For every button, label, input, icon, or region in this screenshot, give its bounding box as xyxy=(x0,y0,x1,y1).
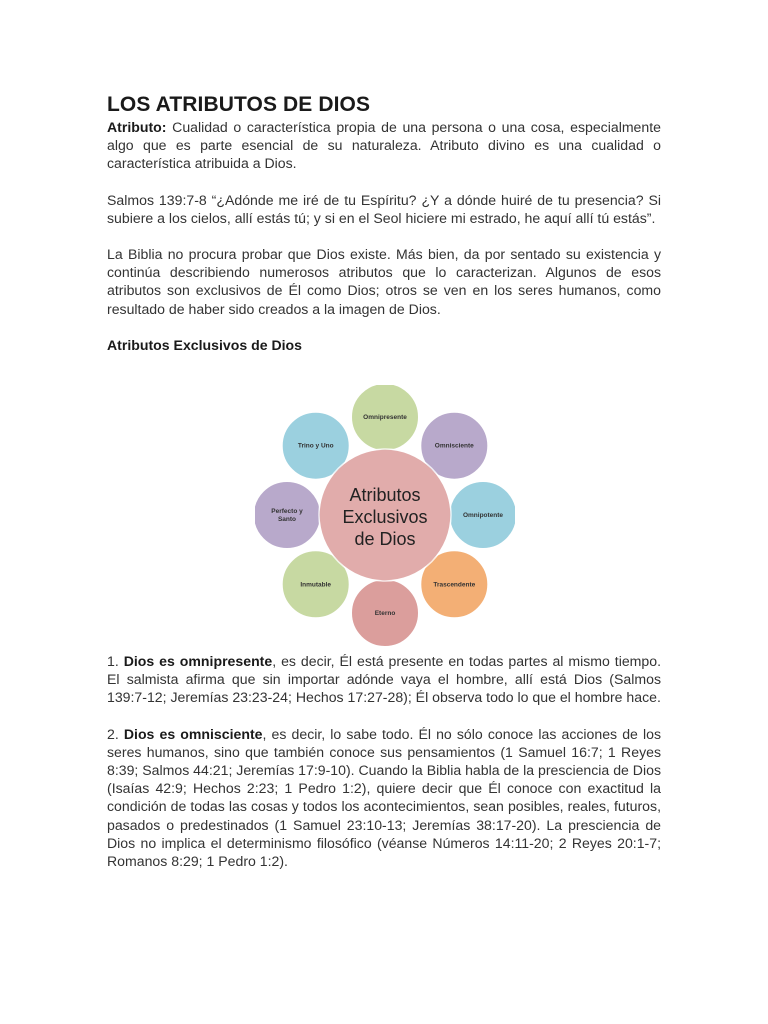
diagram-node-label: Omnipotente xyxy=(462,512,504,519)
section-subheading: Atributos Exclusivos de Dios xyxy=(107,336,303,353)
diagram-node-label: Omnisciente xyxy=(434,442,474,450)
diagram-node xyxy=(255,481,321,549)
list-item-number: 1. xyxy=(107,653,124,669)
attributes-diagram-svg xyxy=(255,385,515,650)
diagram-node-circle xyxy=(255,481,321,549)
definition-text: Cualidad o característica propia de una persona o una cosa, especialmente algo que es parte esencial de su naturaleza. Atributo divino es una cualidad o característica atribuida a Dios. xyxy=(107,119,661,172)
diagram-node-label: Trascendente xyxy=(433,581,476,589)
diagram-node xyxy=(449,481,515,549)
psalm-paragraph: Salmos 139:7-8 “¿Adónde me iré de tu Espíritu? ¿Y a dónde huiré de tu presencia? Si subiere a los cielos, allí estás tú; y si en el Seol hiciere mi estrado, he aquí allí tú estás”. xyxy=(107,191,661,226)
document-page xyxy=(107,92,661,354)
intro-paragraph: La Biblia no procura probar que Dios existe. Más bien, da por sentado su existencia y continúa describiendo numerosos atributos que lo caracterizan. Algunos de esos atributos son exclusivos de Él como Dios; otros se ven en los seres humanos, como resultado de haber sido creados a la imagen de Dios. xyxy=(107,246,661,317)
list-item-term: Dios es omnipresente xyxy=(123,653,273,669)
diagram-center xyxy=(319,449,451,581)
diagram-node-label: Inmutable xyxy=(300,581,332,589)
diagram-node-label: Omnipresente xyxy=(363,414,407,421)
list-item-text: , es decir, Él está presente en todas partes al mismo tiempo. El salmista afirma que sin importar adónde vaya el hombre, allí está Dios (Salmos 139:7-12; Jeremías 23:23-24; Hechos 17:27-28); Él observa todo lo que el hombre hace. xyxy=(107,653,662,706)
diagram-node-label: Perfecto y Santo xyxy=(271,508,303,523)
page-title: LOS ATRIBUTOS DE DIOS xyxy=(107,93,371,116)
definition-term: Atributo: xyxy=(107,119,167,135)
list-item xyxy=(107,652,661,707)
diagram-node-label: Trino y Uno xyxy=(297,442,334,450)
attributes-list xyxy=(107,652,661,870)
diagram-center-label: Atributos Exclusivos de Dios xyxy=(342,485,428,549)
diagram-node xyxy=(351,579,419,647)
definition-paragraph xyxy=(107,118,661,173)
attributes-diagram xyxy=(255,385,515,650)
list-item xyxy=(107,725,661,871)
list-item-number: 2. xyxy=(107,725,124,742)
list-item-term: Dios es omnisciente xyxy=(123,725,263,742)
diagram-node xyxy=(351,385,419,451)
diagram-node-label: Eterno xyxy=(374,610,396,617)
list-item-text: , es decir, lo sabe todo. Él no sólo conoce las acciones de los seres humanos, sino que también conoce sus pensamientos (1 Samuel 16:7; 1 Reyes 8:39; Salmos 44:21; Jeremías 17:9-10). Cuando la Biblia habla de la presciencia de Dios (Isaías 42:9; Hechos 2:23; 1 Pedro 1:2), quiere decir que Él conoce con exactitud la condición de todas las cosas y todos los acontecimientos, sean posibles, reales, futuros, pasados o predestinados (1 Samuel 23:10-13; Jeremías 38:17-20). La presciencia de Dios no implica el determinismo filosófico (véanse Números 14:11-20; 2 Reyes 20:1-7; Romanos 8:29; 1 Pedro 1:2). xyxy=(107,725,661,870)
